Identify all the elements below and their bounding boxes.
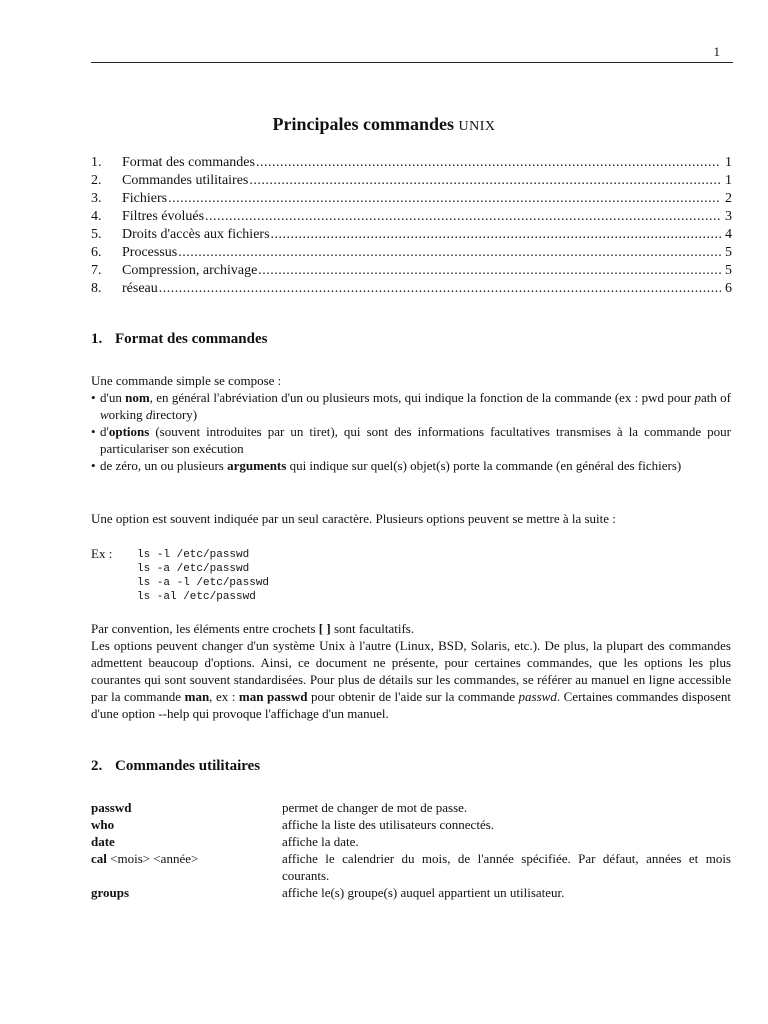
toc-number: 1. (91, 155, 102, 170)
toc-entry[interactable] (91, 172, 732, 190)
page-title (0, 114, 768, 135)
toc-entry[interactable] (91, 244, 732, 262)
toc-number: 5. (91, 227, 102, 242)
command-name-cell (91, 799, 282, 816)
toc-entry[interactable] (91, 262, 732, 280)
examples-block (91, 545, 731, 604)
section-title: Commandes utilitaires (115, 758, 261, 774)
command-description: affiche la date. (282, 834, 359, 849)
toc-number: 4. (91, 209, 102, 224)
toc-leader-dots (249, 172, 721, 190)
toc-leader-dots (205, 208, 721, 226)
command-name: passwd (91, 800, 132, 815)
toc-number: 3. (91, 191, 102, 206)
command-description: permet de changer de mot de passe. (282, 800, 468, 815)
toc-number: 7. (91, 263, 102, 278)
toc-title: Compression, archivage (122, 263, 258, 278)
toc-page-number: 2 (725, 191, 732, 206)
toc-title: Format des commandes (122, 155, 255, 170)
title-suffix: UNIX (458, 119, 496, 134)
table-row (91, 850, 731, 884)
toc-leader-dots (258, 262, 721, 280)
toc-entry[interactable] (91, 190, 732, 208)
toc-page-number: 3 (725, 209, 732, 224)
header-rule (91, 62, 733, 63)
toc-page-number: 6 (725, 281, 732, 296)
example-list (137, 545, 269, 604)
toc-page-number: 5 (725, 245, 732, 260)
toc-page-number: 4 (725, 227, 732, 242)
example-label: Ex : (91, 546, 113, 561)
bullet-icon: • (91, 458, 96, 473)
toc-number: 2. (91, 173, 102, 188)
toc-title: réseau (122, 281, 158, 296)
toc-title: Droits d'accès aux fichiers (122, 227, 270, 242)
toc-entry[interactable] (91, 154, 732, 172)
command-description: affiche le(s) groupe(s) auquel appartient un utilisateur. (282, 885, 565, 900)
toc-entry[interactable] (91, 226, 732, 244)
command-args: <mois> <année> (106, 851, 199, 866)
table-row (91, 799, 731, 816)
toc-leader-dots (168, 190, 721, 208)
command-name-cell (91, 833, 282, 850)
page-number: 1 (713, 44, 720, 59)
table-of-contents (91, 154, 732, 298)
option-note (91, 510, 731, 527)
toc-leader-dots (178, 244, 721, 262)
section-title: Format des commandes (115, 331, 268, 347)
intro-text: Une commande simple se compose : (91, 373, 282, 388)
command-name-cell (91, 816, 282, 833)
toc-number: 6. (91, 245, 102, 260)
list-item (91, 457, 731, 474)
section-1-heading (91, 331, 267, 348)
table-row (91, 816, 731, 833)
table-row (91, 884, 731, 901)
code-line: ls -a -l /etc/passwd (137, 577, 270, 589)
bullet-icon: • (91, 424, 96, 439)
command-name-cell (91, 884, 282, 901)
toc-page-number: 5 (725, 263, 732, 278)
toc-leader-dots (256, 154, 721, 172)
bullet-text: d'options (souvent introduites par un tiret), qui sont des informations facultatives transmises à la commande pour particulariser son exécution (100, 424, 731, 456)
option-note-text: Une option est souvent indiquée par un seul caractère. Plusieurs options peuvent se mettre à la suite : (91, 511, 616, 526)
toc-page-number: 1 (725, 173, 732, 188)
toc-entry[interactable] (91, 208, 732, 226)
toc-title: Commandes utilitaires (122, 173, 249, 188)
command-description: affiche le calendrier du mois, de l'année spécifiée. Par défaut, années et mois courants. (282, 851, 731, 883)
bullet-text: d'un nom, en général l'abréviation d'un ou plusieurs mots, qui indique la fonction de la commande (ex : pwd pour path of working directory) (100, 390, 731, 422)
command-name-cell (91, 850, 282, 884)
code-line: ls -al /etc/passwd (137, 591, 256, 603)
toc-title: Processus (122, 245, 178, 260)
convention-block (91, 620, 731, 722)
toc-page-number: 1 (725, 155, 732, 170)
command-name: date (91, 834, 115, 849)
toc-number: 8. (91, 281, 102, 296)
toc-leader-dots (271, 226, 721, 244)
section-number: 2. (91, 758, 103, 774)
commands-table (91, 799, 731, 901)
list-item (91, 389, 731, 423)
bullet-text: de zéro, un ou plusieurs arguments qui indique sur quel(s) objet(s) porte la commande (en général des fichiers) (100, 458, 682, 473)
code-line: ls -a /etc/passwd (137, 563, 250, 575)
command-name: who (91, 817, 115, 832)
toc-title: Fichiers (122, 191, 168, 206)
section-2-heading (91, 758, 260, 775)
command-name: cal (91, 851, 107, 866)
list-item (91, 423, 731, 457)
options-paragraph: Les options peuvent changer d'un système Unix à l'autre (Linux, BSD, Solaris, etc.). De plus, la plupart des commandes admettent beaucoup d'options. Ainsi, ce document ne présente, pour certaines commandes, que les options les plus courantes qui sont souvent standardisées. Pour plus de détails sur les commandes, se référer au manuel en ligne accessible par la commande man, ex : man passwd pour obtenir de l'aide sur la commande passwd. Certaines commandes disposent d'une option --help qui provoque l'affichage d'un manuel. (91, 638, 731, 721)
command-name: groups (91, 885, 130, 900)
section-number: 1. (91, 331, 103, 347)
toc-entry[interactable] (91, 280, 732, 298)
table-row (91, 833, 731, 850)
toc-title: Filtres évolués (122, 209, 205, 224)
section-1-body (91, 372, 731, 474)
convention-text: Par convention, les éléments entre crochets [ ] sont facultatifs. (91, 621, 415, 636)
toc-leader-dots (159, 280, 721, 298)
command-description: affiche la liste des utilisateurs connectés. (282, 817, 495, 832)
title-main: Principales commandes (272, 114, 454, 134)
bullet-icon: • (91, 390, 96, 405)
code-line: ls -l /etc/passwd (137, 549, 250, 561)
